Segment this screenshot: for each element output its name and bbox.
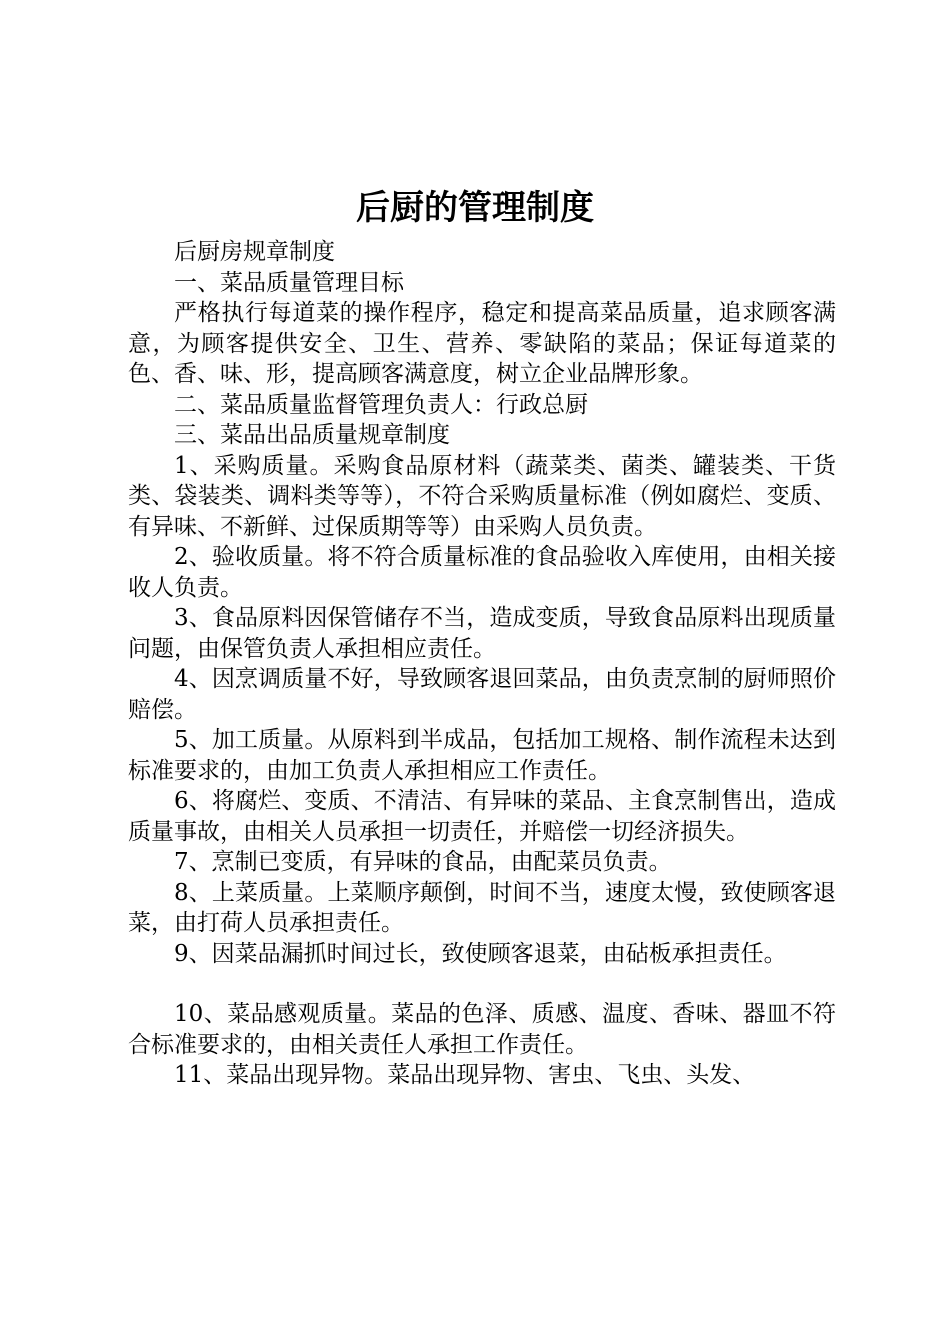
paragraph-item-10: 10、菜品感观质量。菜品的色泽、质感、温度、香味、器皿不符合标准要求的，由相关责任人承担工作责任。 <box>128 1001 836 1058</box>
paragraph-item-6: 6、将腐烂、变质、不清洁、有异味的菜品、主食烹制售出，造成质量事故，由相关人员承担一切责任，并赔偿一切经济损失。 <box>128 788 836 845</box>
paragraph-item-3: 3、食品原料因保管储存不当，造成变质，导致食品原料出现质量问题，由保管负责人承担相应责任。 <box>128 605 836 662</box>
paragraph-heading: 后厨房规章制度 <box>174 239 335 265</box>
paragraph-item-5: 5、加工质量。从原料到半成品，包括加工规格、制作流程未达到标准要求的，由加工负责人承担相应工作责任。 <box>128 727 836 784</box>
document-title: 后厨的管理制度 <box>356 188 594 228</box>
paragraph-item-2: 2、验收质量。将不符合质量标准的食品验收入库使用，由相关接收人负责。 <box>128 544 836 601</box>
paragraph-item-7: 7、烹制已变质，有异味的食品，由配菜员负责。 <box>174 849 672 875</box>
paragraph-section-3: 三、菜品出品质量规章制度 <box>174 422 450 448</box>
paragraph-item-4: 4、因烹调质量不好，导致顾客退回菜品，由负责烹制的厨师照价赔偿。 <box>128 666 836 723</box>
paragraph-item-8: 8、上菜质量。上菜顺序颠倒，时间不当，速度太慢，致使顾客退菜，由打荷人员承担责任。 <box>128 879 836 936</box>
paragraph-item-9: 9、因菜品漏抓时间过长，致使顾客退菜，由砧板承担责任。 <box>174 940 787 967</box>
paragraph-item-1: 1、采购质量。采购食品原材料（蔬菜类、菌类、罐装类、干货类、袋装类、调料类等等），不符合采购质量标准（例如腐烂、变质、有异味、不新鲜、过保质期等等）由采购人员负责。 <box>128 452 836 540</box>
paragraph-item-11: 11、菜品出现异物。菜品出现异物、害虫、飞虫、头发、 <box>174 1062 756 1088</box>
paragraph-section-2: 二、菜品质量监督管理负责人：行政总厨 <box>174 391 588 418</box>
paragraph-section-1: 一、菜品质量管理目标 <box>174 269 404 296</box>
paragraph-quality-goal: 严格执行每道菜的操作程序，稳定和提高菜品质量，追求顾客满意，为顾客提供安全、卫生、营养、零缺陷的菜品；保证每道菜的色、香、味、形，提高顾客满意度，树立企业品牌形象。 <box>128 300 836 387</box>
document-body <box>128 237 836 1091</box>
